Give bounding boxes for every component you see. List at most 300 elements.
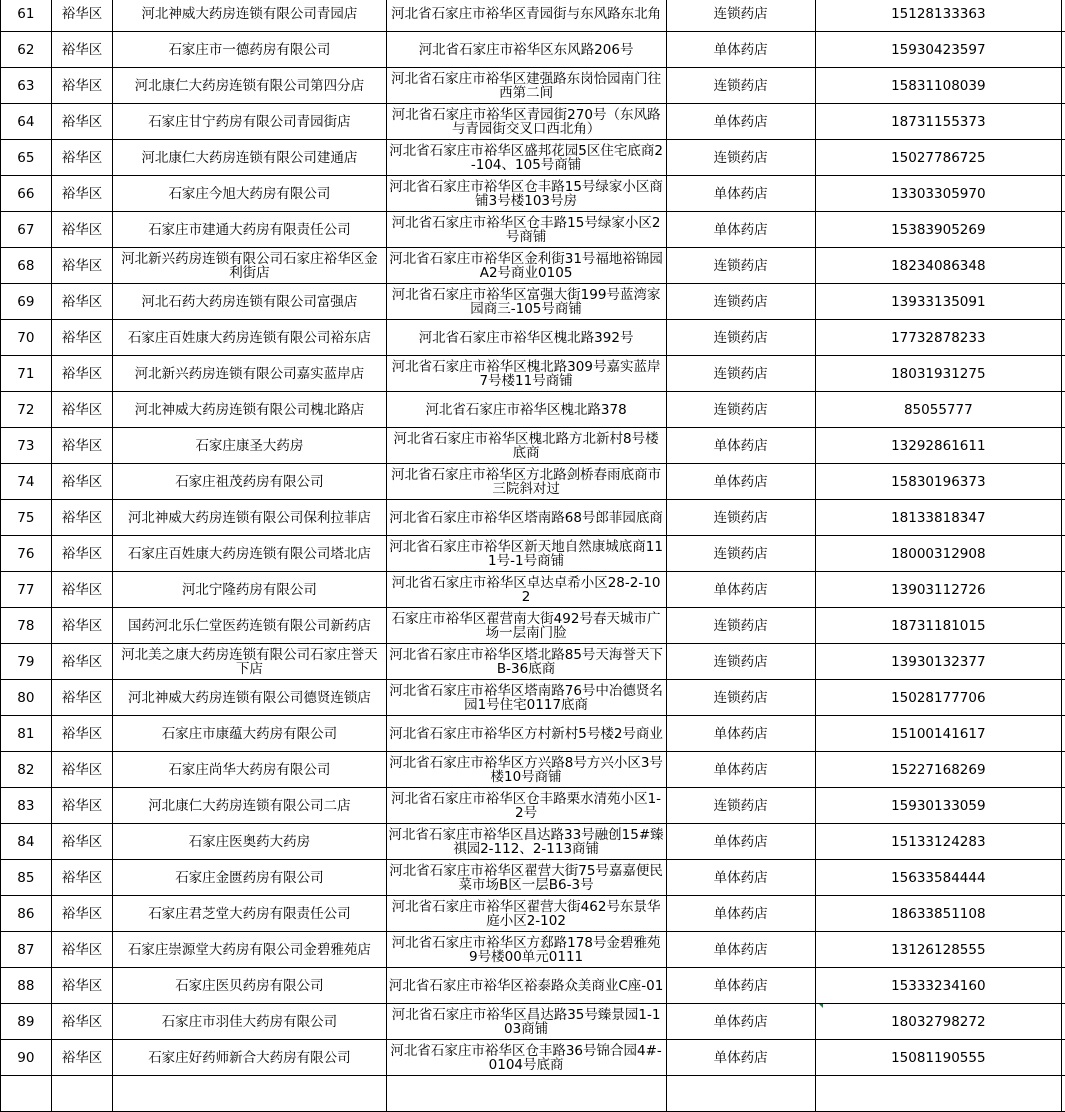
pharmacy-name-text: 石家庄百姓康大药房连锁有限公司裕东店 xyxy=(113,331,385,345)
type-text: 单体药店 xyxy=(667,763,815,777)
table-row[interactable] xyxy=(1,644,1065,680)
table-row[interactable] xyxy=(1,356,1065,392)
row-number-cell[interactable] xyxy=(1,176,52,212)
type-cell[interactable] xyxy=(666,1004,815,1040)
district-cell[interactable] xyxy=(51,752,113,788)
address-cell[interactable] xyxy=(386,1040,666,1076)
type-cell[interactable] xyxy=(666,752,815,788)
row-number-text: 67 xyxy=(1,223,51,237)
address-cell[interactable] xyxy=(386,824,666,860)
phone-cell[interactable] xyxy=(815,968,1061,1004)
address-cell[interactable] xyxy=(386,32,666,68)
pharmacy-name-cell[interactable] xyxy=(113,752,386,788)
district-cell[interactable] xyxy=(51,824,113,860)
address-cell[interactable] xyxy=(386,0,666,32)
phone-cell[interactable] xyxy=(815,104,1061,140)
type-text: 连锁药店 xyxy=(667,331,815,345)
type-cell[interactable] xyxy=(666,716,815,752)
empty-cell[interactable] xyxy=(1061,644,1065,680)
phone-cell[interactable] xyxy=(815,392,1061,428)
address-cell[interactable] xyxy=(386,1004,666,1040)
type-cell[interactable] xyxy=(666,212,815,248)
row-number-cell[interactable] xyxy=(1,824,52,860)
address-text: 河北省石家庄市裕华区新天地自然康城底商111号-1号商铺 xyxy=(387,540,666,568)
pharmacy-name-cell[interactable] xyxy=(113,32,386,68)
phone-cell[interactable] xyxy=(815,536,1061,572)
row-number-text: 88 xyxy=(1,979,51,993)
row-number-cell[interactable] xyxy=(1,1004,52,1040)
row-number-text: 79 xyxy=(1,655,51,669)
empty-cell[interactable] xyxy=(1061,104,1065,140)
row-number-cell[interactable] xyxy=(1,212,52,248)
district-cell[interactable] xyxy=(51,176,113,212)
district-cell[interactable] xyxy=(51,320,113,356)
type-cell[interactable] xyxy=(666,0,815,32)
address-text: 河北省石家庄市裕华区翟营大街75号嘉嘉便民菜市场B区一层B6-3号 xyxy=(387,864,666,892)
row-number-cell[interactable] xyxy=(1,1040,52,1076)
address-cell[interactable] xyxy=(386,644,666,680)
pharmacy-name-cell[interactable] xyxy=(113,824,386,860)
address-cell[interactable] xyxy=(386,500,666,536)
type-cell[interactable] xyxy=(666,572,815,608)
type-text: 连锁药店 xyxy=(667,403,815,417)
pharmacy-name-cell[interactable] xyxy=(113,860,386,896)
row-number-cell[interactable] xyxy=(1,572,52,608)
address-text: 河北省石家庄市裕华区仓丰路15号绿家小区商铺3号楼103号房 xyxy=(387,180,666,208)
empty-cell[interactable] xyxy=(1061,716,1065,752)
phone-cell[interactable] xyxy=(815,356,1061,392)
pharmacy-name-cell[interactable] xyxy=(113,716,386,752)
pharmacy-name-cell[interactable] xyxy=(113,968,386,1004)
row-number-cell[interactable] xyxy=(1,284,52,320)
type-text: 单体药店 xyxy=(667,835,815,849)
row-number-text: 72 xyxy=(1,403,51,417)
type-cell[interactable] xyxy=(666,176,815,212)
phone-cell[interactable] xyxy=(815,68,1061,104)
type-cell[interactable] xyxy=(666,536,815,572)
pharmacy-name-cell[interactable] xyxy=(113,248,386,284)
phone-cell[interactable] xyxy=(815,860,1061,896)
district-cell[interactable] xyxy=(51,32,113,68)
district-cell[interactable] xyxy=(51,104,113,140)
address-text: 河北省石家庄市裕华区槐北路392号 xyxy=(387,331,666,345)
row-number-cell[interactable] xyxy=(1,968,52,1004)
phone-cell[interactable] xyxy=(815,1004,1061,1040)
district-cell[interactable] xyxy=(51,1004,113,1040)
address-cell[interactable] xyxy=(386,248,666,284)
type-cell[interactable] xyxy=(666,644,815,680)
district-cell[interactable] xyxy=(51,464,113,500)
phone-cell[interactable] xyxy=(815,248,1061,284)
phone-text: 13126128555 xyxy=(816,943,1061,957)
empty-cell[interactable] xyxy=(1061,572,1065,608)
pharmacy-name-cell[interactable] xyxy=(113,644,386,680)
pharmacy-name-text: 石家庄崇源堂大药房有限公司金碧雅苑店 xyxy=(113,943,385,957)
empty-cell[interactable] xyxy=(1061,1004,1065,1040)
address-cell[interactable] xyxy=(386,356,666,392)
address-cell[interactable] xyxy=(386,428,666,464)
row-number-cell[interactable] xyxy=(1,932,52,968)
empty-cell[interactable] xyxy=(1061,212,1065,248)
district-text: 裕华区 xyxy=(52,727,113,741)
type-text: 连锁药店 xyxy=(667,7,815,21)
district-cell[interactable] xyxy=(51,896,113,932)
type-text: 单体药店 xyxy=(667,583,815,597)
type-text: 单体药店 xyxy=(667,439,815,453)
district-cell[interactable] xyxy=(51,932,113,968)
row-number-cell[interactable] xyxy=(1,716,52,752)
district-cell[interactable] xyxy=(51,212,113,248)
phone-cell[interactable] xyxy=(815,284,1061,320)
pharmacy-name-cell[interactable] xyxy=(113,0,386,32)
address-cell[interactable] xyxy=(386,788,666,824)
pharmacy-name-text: 河北美之康大药房连锁有限公司石家庄誉天下店 xyxy=(113,648,385,676)
address-cell[interactable] xyxy=(386,104,666,140)
type-cell[interactable] xyxy=(666,680,815,716)
type-text: 单体药店 xyxy=(667,223,815,237)
row-number-text: 78 xyxy=(1,619,51,633)
row-number-cell[interactable] xyxy=(1,608,52,644)
address-cell[interactable] xyxy=(386,68,666,104)
empty-cell[interactable] xyxy=(1061,428,1065,464)
table-row[interactable] xyxy=(1,824,1065,860)
type-text: 连锁药店 xyxy=(667,691,815,705)
cell-comment-marker xyxy=(819,1004,823,1008)
address-text: 河北省石家庄市裕华区建强路东岗恰园南门往西第二间 xyxy=(387,72,666,100)
phone-text: 15930133059 xyxy=(816,799,1061,813)
empty-cell[interactable] xyxy=(1061,680,1065,716)
phone-cell[interactable] xyxy=(815,140,1061,176)
address-cell[interactable] xyxy=(386,752,666,788)
district-cell[interactable] xyxy=(51,284,113,320)
district-cell[interactable] xyxy=(51,248,113,284)
district-cell[interactable] xyxy=(51,392,113,428)
district-cell[interactable] xyxy=(51,788,113,824)
empty-cell[interactable] xyxy=(1061,32,1065,68)
address-cell[interactable] xyxy=(386,896,666,932)
table-row[interactable] xyxy=(1,1004,1065,1040)
empty-cell[interactable] xyxy=(1061,284,1065,320)
pharmacy-name-cell[interactable] xyxy=(113,932,386,968)
table-row[interactable] xyxy=(1,788,1065,824)
pharmacy-name-cell[interactable] xyxy=(113,284,386,320)
phone-text: 15027786725 xyxy=(816,151,1061,165)
empty-cell[interactable] xyxy=(1061,356,1065,392)
row-number-text: 63 xyxy=(1,79,51,93)
empty-cell[interactable] xyxy=(1061,500,1065,536)
type-cell[interactable] xyxy=(666,824,815,860)
phone-cell[interactable] xyxy=(815,716,1061,752)
district-cell[interactable] xyxy=(51,356,113,392)
table-row[interactable] xyxy=(1,536,1065,572)
address-cell[interactable] xyxy=(386,932,666,968)
address-cell[interactable] xyxy=(386,536,666,572)
row-number-cell[interactable] xyxy=(1,392,52,428)
row-number-cell[interactable] xyxy=(1,500,52,536)
pharmacy-name-cell[interactable] xyxy=(113,1040,386,1076)
district-cell[interactable] xyxy=(51,500,113,536)
phone-cell[interactable] xyxy=(815,1040,1061,1076)
district-cell[interactable] xyxy=(51,644,113,680)
phone-cell[interactable] xyxy=(815,644,1061,680)
phone-cell[interactable] xyxy=(815,680,1061,716)
empty-cell[interactable] xyxy=(1061,608,1065,644)
table-row[interactable] xyxy=(1,176,1065,212)
district-cell[interactable] xyxy=(51,968,113,1004)
pharmacy-name-cell[interactable] xyxy=(113,500,386,536)
empty-cell[interactable] xyxy=(1061,0,1065,32)
type-cell[interactable] xyxy=(666,32,815,68)
row-number-cell[interactable] xyxy=(1,68,52,104)
address-cell[interactable] xyxy=(386,176,666,212)
row-number-cell[interactable] xyxy=(1,464,52,500)
empty-cell[interactable] xyxy=(1061,1040,1065,1076)
table-row[interactable] xyxy=(1,140,1065,176)
pharmacy-name-cell[interactable] xyxy=(113,1004,386,1040)
district-cell[interactable] xyxy=(51,140,113,176)
phone-cell[interactable] xyxy=(815,932,1061,968)
type-cell[interactable] xyxy=(666,104,815,140)
empty-cell[interactable] xyxy=(1061,140,1065,176)
table-row[interactable] xyxy=(1,932,1065,968)
empty-cell[interactable] xyxy=(1061,248,1065,284)
address-cell[interactable] xyxy=(386,680,666,716)
table-row[interactable] xyxy=(1,392,1065,428)
table-row[interactable] xyxy=(1,0,1065,32)
table-row[interactable] xyxy=(1,968,1065,1004)
type-cell[interactable] xyxy=(666,896,815,932)
type-cell[interactable] xyxy=(666,968,815,1004)
address-text: 河北省石家庄市裕华区槐北路方北新村8号楼底商 xyxy=(387,432,666,460)
empty-cell[interactable] xyxy=(1061,788,1065,824)
row-number-cell[interactable] xyxy=(1,320,52,356)
phone-cell[interactable] xyxy=(815,824,1061,860)
row-number-cell[interactable] xyxy=(1,140,52,176)
table-row[interactable] xyxy=(1,32,1065,68)
address-cell[interactable] xyxy=(386,140,666,176)
address-text: 河北省石家庄市裕华区塔南路76号中冶德贤名园1号住宅0117底商 xyxy=(387,684,666,712)
district-cell[interactable] xyxy=(51,572,113,608)
phone-text: 18032798272 xyxy=(816,1015,1061,1029)
table-row[interactable] xyxy=(1,320,1065,356)
table-body xyxy=(1,0,1065,1112)
phone-cell[interactable] xyxy=(815,212,1061,248)
pharmacy-name-text: 河北神威大药房连锁有限公司青园店 xyxy=(113,7,385,21)
pharmacy-name-cell[interactable] xyxy=(113,572,386,608)
district-text: 裕华区 xyxy=(52,1015,113,1029)
district-cell[interactable] xyxy=(51,608,113,644)
table-row[interactable] xyxy=(1,284,1065,320)
row-number-cell[interactable] xyxy=(1,356,52,392)
phone-cell[interactable] xyxy=(815,428,1061,464)
empty-cell[interactable] xyxy=(1061,968,1065,1004)
phone-cell[interactable] xyxy=(815,788,1061,824)
phone-cell[interactable] xyxy=(815,32,1061,68)
type-cell[interactable] xyxy=(666,788,815,824)
pharmacy-name-cell[interactable] xyxy=(113,536,386,572)
type-cell[interactable] xyxy=(666,1040,815,1076)
table-row[interactable] xyxy=(1,104,1065,140)
address-cell[interactable] xyxy=(386,464,666,500)
empty-cell[interactable] xyxy=(1061,824,1065,860)
pharmacy-name-cell[interactable] xyxy=(113,320,386,356)
district-text: 裕华区 xyxy=(52,655,113,669)
empty-cell[interactable] xyxy=(1061,896,1065,932)
pharmacy-name-cell[interactable] xyxy=(113,428,386,464)
address-cell[interactable] xyxy=(386,968,666,1004)
row-number-cell[interactable] xyxy=(1,860,52,896)
district-cell[interactable] xyxy=(51,1040,113,1076)
type-text: 单体药店 xyxy=(667,115,815,129)
type-cell[interactable] xyxy=(666,464,815,500)
phone-cell[interactable] xyxy=(815,320,1061,356)
phone-cell[interactable] xyxy=(815,500,1061,536)
district-text: 裕华区 xyxy=(52,871,113,885)
pharmacy-name-cell[interactable] xyxy=(113,680,386,716)
phone-text: 18633851108 xyxy=(816,907,1061,921)
phone-cell[interactable] xyxy=(815,896,1061,932)
district-cell[interactable] xyxy=(51,536,113,572)
empty-cell[interactable] xyxy=(1061,320,1065,356)
type-cell[interactable] xyxy=(666,428,815,464)
phone-text: 13903112726 xyxy=(816,583,1061,597)
address-cell[interactable] xyxy=(386,320,666,356)
type-cell[interactable] xyxy=(666,392,815,428)
pharmacy-name-cell[interactable] xyxy=(113,464,386,500)
row-number-cell[interactable] xyxy=(1,536,52,572)
district-cell[interactable] xyxy=(51,428,113,464)
table-row[interactable] xyxy=(1,248,1065,284)
row-number-cell[interactable] xyxy=(1,428,52,464)
district-cell[interactable] xyxy=(51,0,113,32)
row-number-cell[interactable] xyxy=(1,680,52,716)
table-row[interactable] xyxy=(1,572,1065,608)
phone-text: 85055777 xyxy=(816,403,1061,417)
empty-cell[interactable] xyxy=(1061,932,1065,968)
row-number-cell[interactable] xyxy=(1,104,52,140)
phone-cell[interactable] xyxy=(815,752,1061,788)
table-row[interactable] xyxy=(1,500,1065,536)
type-cell[interactable] xyxy=(666,608,815,644)
table-row[interactable] xyxy=(1,68,1065,104)
table-row[interactable] xyxy=(1,896,1065,932)
empty-cell[interactable] xyxy=(1061,464,1065,500)
type-cell[interactable] xyxy=(666,932,815,968)
row-number-cell[interactable] xyxy=(1,752,52,788)
phone-cell[interactable] xyxy=(815,0,1061,32)
address-text: 河北省石家庄市裕华区青园街与东风路东北角 xyxy=(387,7,666,21)
address-text: 河北省石家庄市裕华区昌达路33号融创15#臻祺园2-112、2-113商铺 xyxy=(387,828,666,856)
row-number-cell[interactable] xyxy=(1,788,52,824)
empty-cell[interactable] xyxy=(1061,392,1065,428)
empty-cell[interactable] xyxy=(1061,176,1065,212)
phone-text: 15383905269 xyxy=(816,223,1061,237)
type-cell[interactable] xyxy=(666,248,815,284)
table-row[interactable] xyxy=(1,1040,1065,1076)
table-row[interactable] xyxy=(1,464,1065,500)
phone-cell[interactable] xyxy=(815,464,1061,500)
pharmacy-name-cell[interactable] xyxy=(113,788,386,824)
type-cell[interactable] xyxy=(666,284,815,320)
empty-cell[interactable] xyxy=(1061,860,1065,896)
district-cell[interactable] xyxy=(51,860,113,896)
district-cell[interactable] xyxy=(51,680,113,716)
row-number-text: 74 xyxy=(1,475,51,489)
pharmacy-name-cell[interactable] xyxy=(113,392,386,428)
row-number-cell[interactable] xyxy=(1,896,52,932)
phone-text: 15333234160 xyxy=(816,979,1061,993)
address-cell[interactable] xyxy=(386,284,666,320)
phone-text: 13930132377 xyxy=(816,655,1061,669)
phone-cell[interactable] xyxy=(815,608,1061,644)
table-row[interactable] xyxy=(1,716,1065,752)
address-cell[interactable] xyxy=(386,572,666,608)
pharmacy-name-cell[interactable] xyxy=(113,140,386,176)
type-cell[interactable] xyxy=(666,500,815,536)
pharmacy-name-cell[interactable] xyxy=(113,68,386,104)
district-text: 裕华区 xyxy=(52,223,113,237)
district-cell[interactable] xyxy=(51,716,113,752)
table-row[interactable] xyxy=(1,752,1065,788)
pharmacy-name-cell[interactable] xyxy=(113,896,386,932)
table-row[interactable] xyxy=(1,608,1065,644)
empty-cell[interactable] xyxy=(1061,752,1065,788)
address-text: 河北省石家庄市裕华区方郄路178号金碧雅苑9号楼00单元0111 xyxy=(387,936,666,964)
row-number-cell[interactable] xyxy=(1,248,52,284)
table-row[interactable] xyxy=(1,860,1065,896)
empty-cell[interactable] xyxy=(1061,536,1065,572)
phone-cell[interactable] xyxy=(815,572,1061,608)
pharmacy-name-text: 石家庄君芝堂大药房有限责任公司 xyxy=(113,907,385,921)
table-row[interactable] xyxy=(1,428,1065,464)
type-text: 单体药店 xyxy=(667,1051,815,1065)
type-text: 连锁药店 xyxy=(667,547,815,561)
row-number-cell[interactable] xyxy=(1,0,52,32)
pharmacy-name-cell[interactable] xyxy=(113,212,386,248)
pharmacy-name-text: 河北神威大药房连锁有限公司槐北路店 xyxy=(113,403,385,417)
row-number-text: 64 xyxy=(1,115,51,129)
phone-cell[interactable] xyxy=(815,176,1061,212)
type-cell[interactable] xyxy=(666,860,815,896)
pharmacy-name-cell[interactable] xyxy=(113,176,386,212)
row-number-cell[interactable] xyxy=(1,644,52,680)
address-cell[interactable] xyxy=(386,212,666,248)
address-text: 河北省石家庄市裕华区仓丰路栗水清苑小区1-2号 xyxy=(387,792,666,820)
pharmacy-name-text: 河北新兴药房连锁有限公司嘉实蓝岸店 xyxy=(113,367,385,381)
address-cell[interactable] xyxy=(386,392,666,428)
empty-cell[interactable] xyxy=(1061,68,1065,104)
table-row[interactable] xyxy=(1,212,1065,248)
address-cell[interactable] xyxy=(386,608,666,644)
type-cell[interactable] xyxy=(666,320,815,356)
pharmacy-name-cell[interactable] xyxy=(113,356,386,392)
pharmacy-name-cell[interactable] xyxy=(113,104,386,140)
type-cell[interactable] xyxy=(666,140,815,176)
district-cell[interactable] xyxy=(51,68,113,104)
address-cell[interactable] xyxy=(386,860,666,896)
pharmacy-name-text: 石家庄医贝药房有限公司 xyxy=(113,979,385,993)
address-cell[interactable] xyxy=(386,716,666,752)
pharmacy-name-cell[interactable] xyxy=(113,608,386,644)
row-number-cell[interactable] xyxy=(1,32,52,68)
type-cell[interactable] xyxy=(666,68,815,104)
phone-text: 15100141617 xyxy=(816,727,1061,741)
phone-text: 18731181015 xyxy=(816,619,1061,633)
phone-text: 18234086348 xyxy=(816,259,1061,273)
type-cell[interactable] xyxy=(666,356,815,392)
row-number-text: 71 xyxy=(1,367,51,381)
table-row[interactable] xyxy=(1,680,1065,716)
